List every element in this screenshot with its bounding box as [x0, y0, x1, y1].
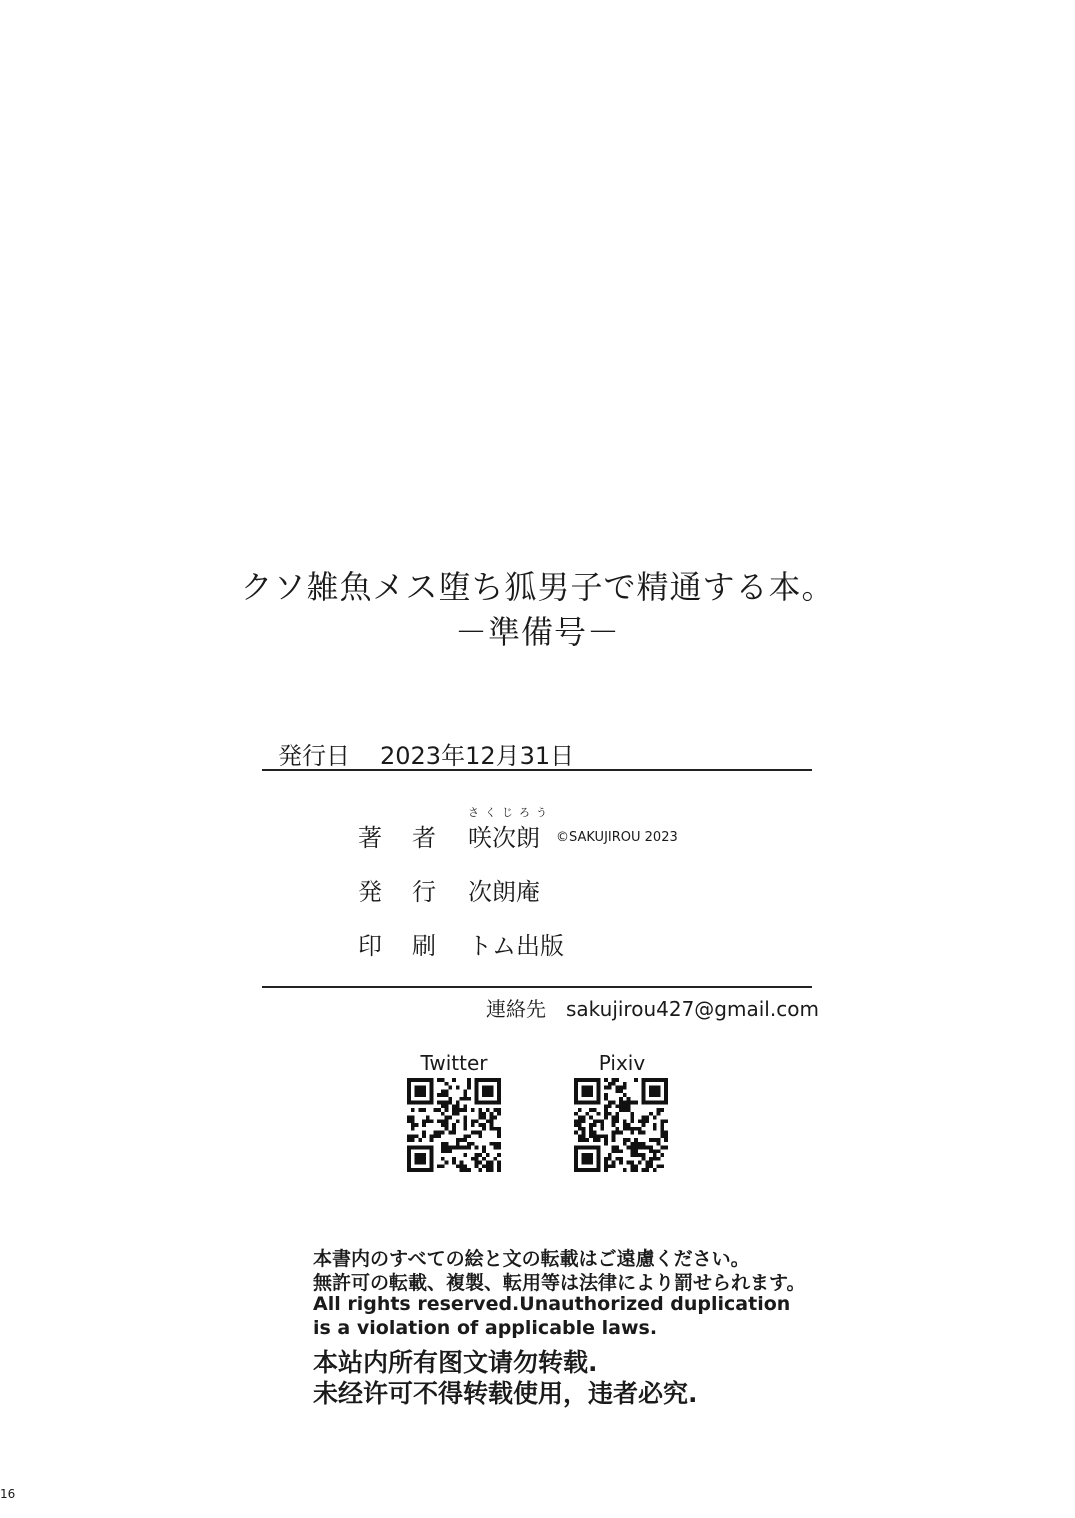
copyright-text: ©SAKUJIROU 2023: [556, 830, 678, 845]
divider-bottom: [262, 986, 812, 988]
publisher-name: 次朗庵: [468, 878, 540, 906]
printer-name: トム出版: [468, 932, 564, 960]
publisher-label: 発 行: [358, 878, 436, 906]
author-name: 咲次朗: [468, 824, 540, 852]
twitter-qr-code-icon[interactable]: [407, 1078, 501, 1172]
divider-top: [262, 769, 812, 771]
issue-date-value: 2023年12月31日: [380, 742, 575, 770]
printer-label: 印 刷: [358, 932, 436, 960]
book-title: クソ雑魚メス堕ち狐男子で精通する本。: [240, 568, 835, 606]
page-number: 16: [0, 1487, 16, 1501]
notice-en-1: All rights reserved.Unauthorized duplication: [313, 1293, 791, 1315]
contact-label: 連絡先: [486, 997, 546, 1021]
contact-row: [486, 993, 819, 1022]
twitter-label: Twitter: [420, 1051, 488, 1075]
contact-email[interactable]: sakujirou427@gmail.com: [566, 997, 819, 1021]
author-label: 著 者: [358, 824, 436, 852]
notice-ja-2: 無許可の転載、複製、転用等は法律により罰せられます。: [313, 1272, 806, 1294]
pixiv-label: Pixiv: [598, 1051, 646, 1075]
notice-zh-2: 未经许可不得转载使用，违者必究.: [313, 1379, 698, 1408]
notice-zh-1: 本站内所有图文请勿转载.: [313, 1348, 598, 1377]
issue-date-row: [278, 736, 574, 771]
notice-ja-1: 本書内のすべての絵と文の転載はご遠慮ください。: [313, 1248, 750, 1270]
book-subtitle: －準備号－: [454, 613, 620, 651]
issue-date-label: 発行日: [278, 742, 350, 770]
notice-en-2: is a violation of applicable laws.: [313, 1317, 658, 1339]
author-ruby: さくじろう: [468, 806, 553, 819]
pixiv-qr-code-icon[interactable]: [574, 1078, 668, 1172]
